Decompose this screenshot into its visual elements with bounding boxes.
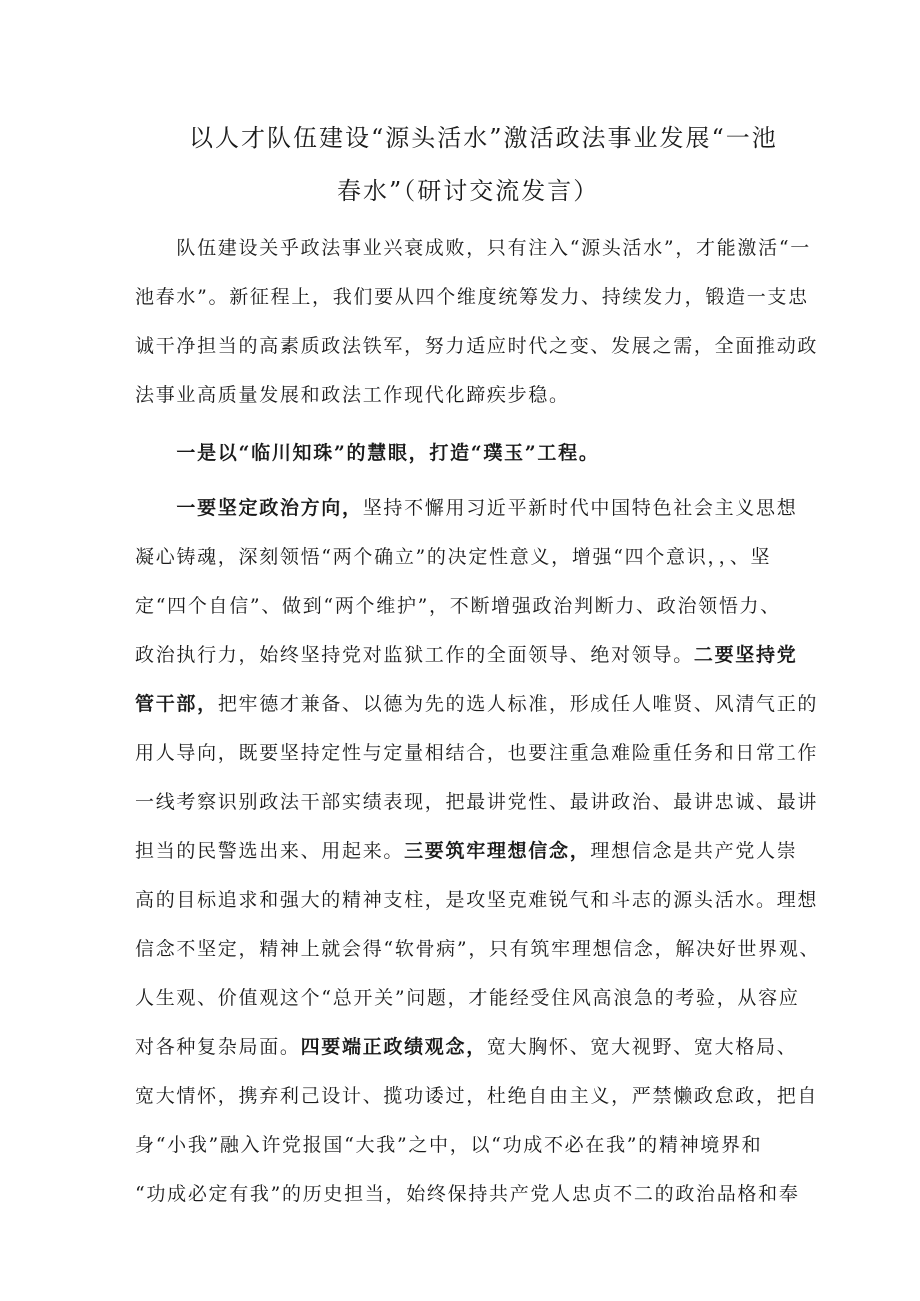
body-line-3: 定“四个自信”、做到“两个维护”，不断增强政治判断力、政治领悟力、	[135, 595, 781, 617]
body-line-11: 人生观、价值观这个“总开关”问题，才能经受住风高浪急的考验，从容应	[135, 987, 800, 1009]
body-text: 把牢德才兼备、以德为先的选人标准，形成任人唯贤、风清气正的	[217, 693, 819, 715]
point-1-heading: 一要坚定政治方向，	[135, 497, 363, 519]
body-line-14: 身“小我”融入许党报国“大我”之中，以“功成不必在我”的精神境界和	[135, 1134, 763, 1156]
intro-line-1: 队伍建设关乎政法事业兴衰成败，只有注入“源头活水”，才能激活“一	[135, 237, 811, 259]
document-title-line-1: 以人才队伍建设“源头活水”激活政法事业发展“一池	[189, 124, 778, 152]
body-line-10: 信念不坚定，精神上就会得“软骨病”，只有筑牢理想信念，解决好世界观、	[135, 938, 821, 960]
intro-line-3: 诚干净担当的高素质政法铁军，努力适应时代之变、发展之需，全面推动政	[135, 335, 819, 357]
body-text: 担当的民警选出来、用起来。	[135, 840, 405, 862]
body-line-2: 凝心铸魂，深刻领悟“两个确立”的决定性意义，增强“四个意识，，、坚	[135, 546, 772, 568]
body-text: 坚持不懈用习近平新时代中国特色社会主义思想	[362, 497, 798, 519]
body-line-1	[135, 496, 797, 520]
body-text: 对各种复杂局面。	[135, 1036, 301, 1058]
point-2-heading: 二要坚持党	[693, 644, 798, 666]
section-heading-1: 一是以“临川知珠”的慧眼，打造“璞玉”工程。	[135, 442, 600, 464]
body-line-5	[135, 692, 818, 716]
point-4-heading: 四要端正政绩观念，	[300, 1036, 487, 1058]
body-line-12	[135, 1035, 797, 1059]
point-2-heading-cont: 管干部，	[135, 693, 218, 715]
intro-line-4: 法事业高质量发展和政法工作现代化蹄疾步稳。	[135, 384, 570, 406]
body-line-8	[135, 839, 797, 863]
body-text: 政治执行力，始终坚持党对监狱工作的全面领导、绝对领导。	[135, 644, 694, 666]
body-line-4	[135, 643, 797, 667]
document-title-line-2: 春水”（研讨交流发言）	[337, 177, 600, 205]
body-line-15: “功成必定有我”的历史担当，始终保持共产党人忠贞不二的政治品格和奉	[135, 1183, 800, 1205]
body-line-6: 用人导向，既要坚持定性与定量相结合，也要注重急难险重任务和日常工作	[135, 742, 819, 764]
body-line-9: 高的目标追求和强大的精神支柱，是攻坚克难锐气和斗志的源头活水。理想	[135, 889, 819, 911]
intro-line-2: 池春水”。新征程上，我们要从四个维度统筹发力、持续发力，锻造一支忠	[135, 286, 809, 308]
body-text: 宽大胸怀、宽大视野、宽大格局、	[486, 1036, 798, 1058]
body-line-13: 宽大情怀，携弃利己设计、揽功诿过，杜绝自由主义，严禁懒政怠政，把自	[135, 1085, 819, 1107]
body-text: 理想信念是共产党人崇	[590, 840, 798, 862]
body-line-7: 一线考察识别政法干部实绩表现，把最讲党性、最讲政治、最讲忠诚、最讲	[135, 791, 819, 813]
point-3-heading: 三要筑牢理想信念，	[404, 840, 591, 862]
